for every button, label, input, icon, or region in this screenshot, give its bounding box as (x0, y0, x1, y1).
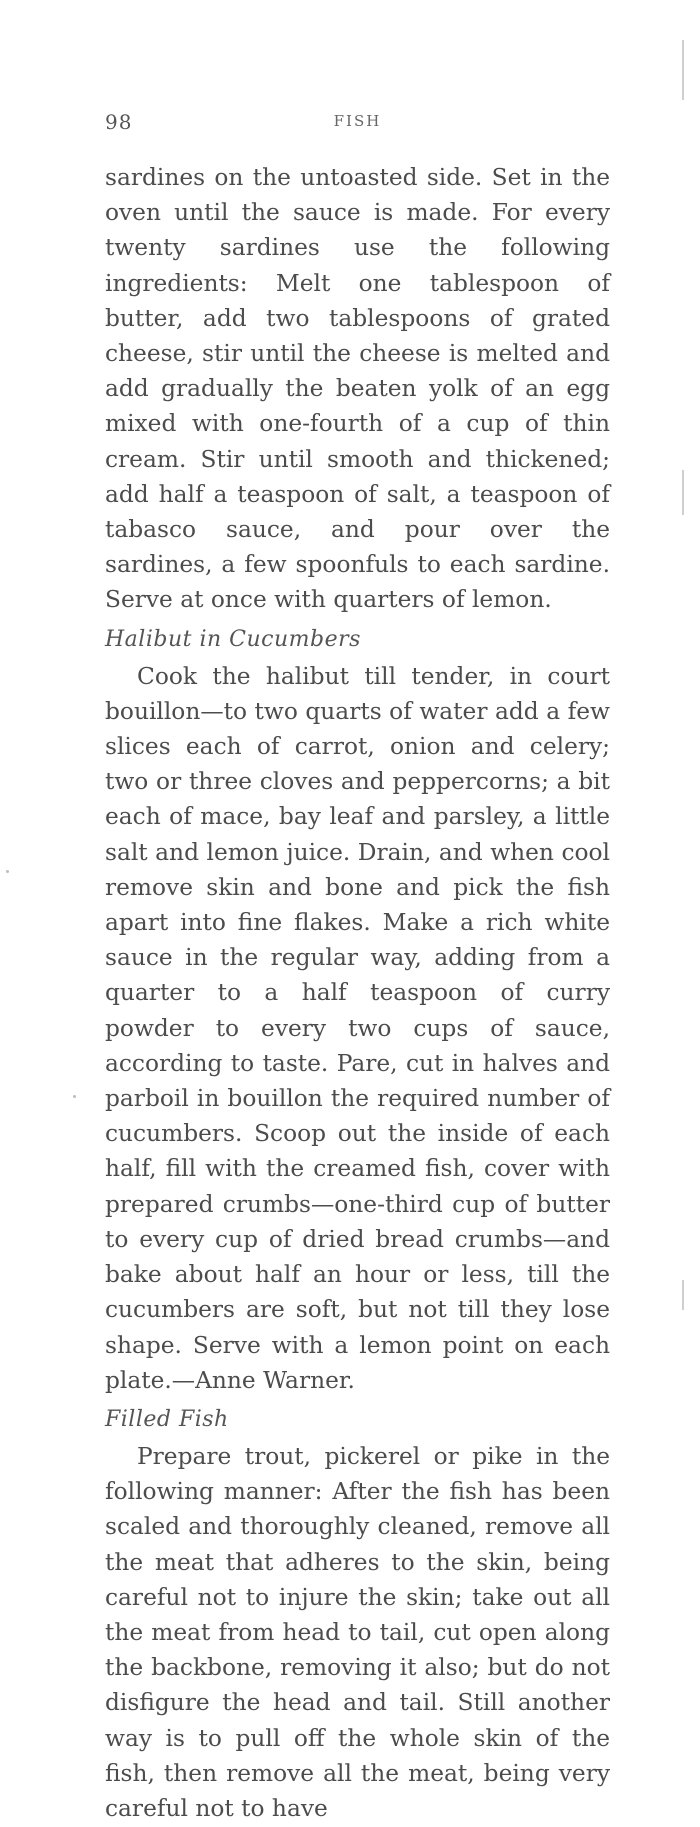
recipe-title-filled-fish: Filled Fish (105, 1406, 229, 1432)
page-edge-mark (682, 40, 684, 100)
scan-speck (6, 870, 9, 873)
recipe-title-halibut: Halibut in Cucumbers (105, 626, 361, 652)
body-text (105, 160, 610, 1826)
page-header (105, 110, 610, 140)
page-edge-mark (682, 1280, 684, 1310)
scan-speck (73, 1095, 76, 1098)
running-head: FISH (333, 112, 382, 130)
page-edge-mark (682, 470, 684, 515)
recipe-body-halibut: Cook the halibut till tender, in court bouillon—to two quarts of water add a few slices each of carrot, onion and celery; two or three cloves and peppercorns; a bit each of mace, bay leaf and parsley, a little salt and lemon juice. Drain, and when cool remove skin and bone and pick the fish apart into fine flakes. Make a rich white sauce in the regular way, adding from a quarter to a half teaspoon of curry powder to every two cups of sauce, according to taste. Pare, cut in halves and parboil in bouillon the required number of cucumbers. Scoop out the inside of each half, fill with the creamed fish, cover with prepared crumbs—one-third cup of butter to every cup of dried bread crumbs—and bake about half an hour or less, till the cucumbers are soft, but not till they lose shape. Serve with a lemon point on each plate.—Anne Warner. (105, 662, 610, 1394)
intro-paragraph: sardines on the untoasted side. Set in the oven until the sauce is made. For every twenty sardines use the following ingredients: Melt one tablespoon of butter, add two tablespoons of grated cheese, stir until the cheese is melted and add gradually the beaten yolk of an egg mixed with one-fourth of a cup of thin cream. Stir until smooth and thickened; add half a teaspoon of salt, a teaspoon of tabasco sauce, and pour over the sardines, a few spoonfuls to each sardine. Serve at once with quarters of lemon. (105, 164, 610, 614)
page-number: 98 (105, 110, 133, 134)
recipe-body-filled-fish: Prepare trout, pickerel or pike in the following manner: After the fish has been scaled and thoroughly cleaned, remove all the meat that adheres to the skin, being careful not to injure the skin; take out all the meat from head to tail, cut open along the backbone, removing it also; but do not disfigure the head and tail. Still another way is to pull off the whole skin of the fish, then remove all the meat, being very careful not to have (105, 1442, 610, 1822)
